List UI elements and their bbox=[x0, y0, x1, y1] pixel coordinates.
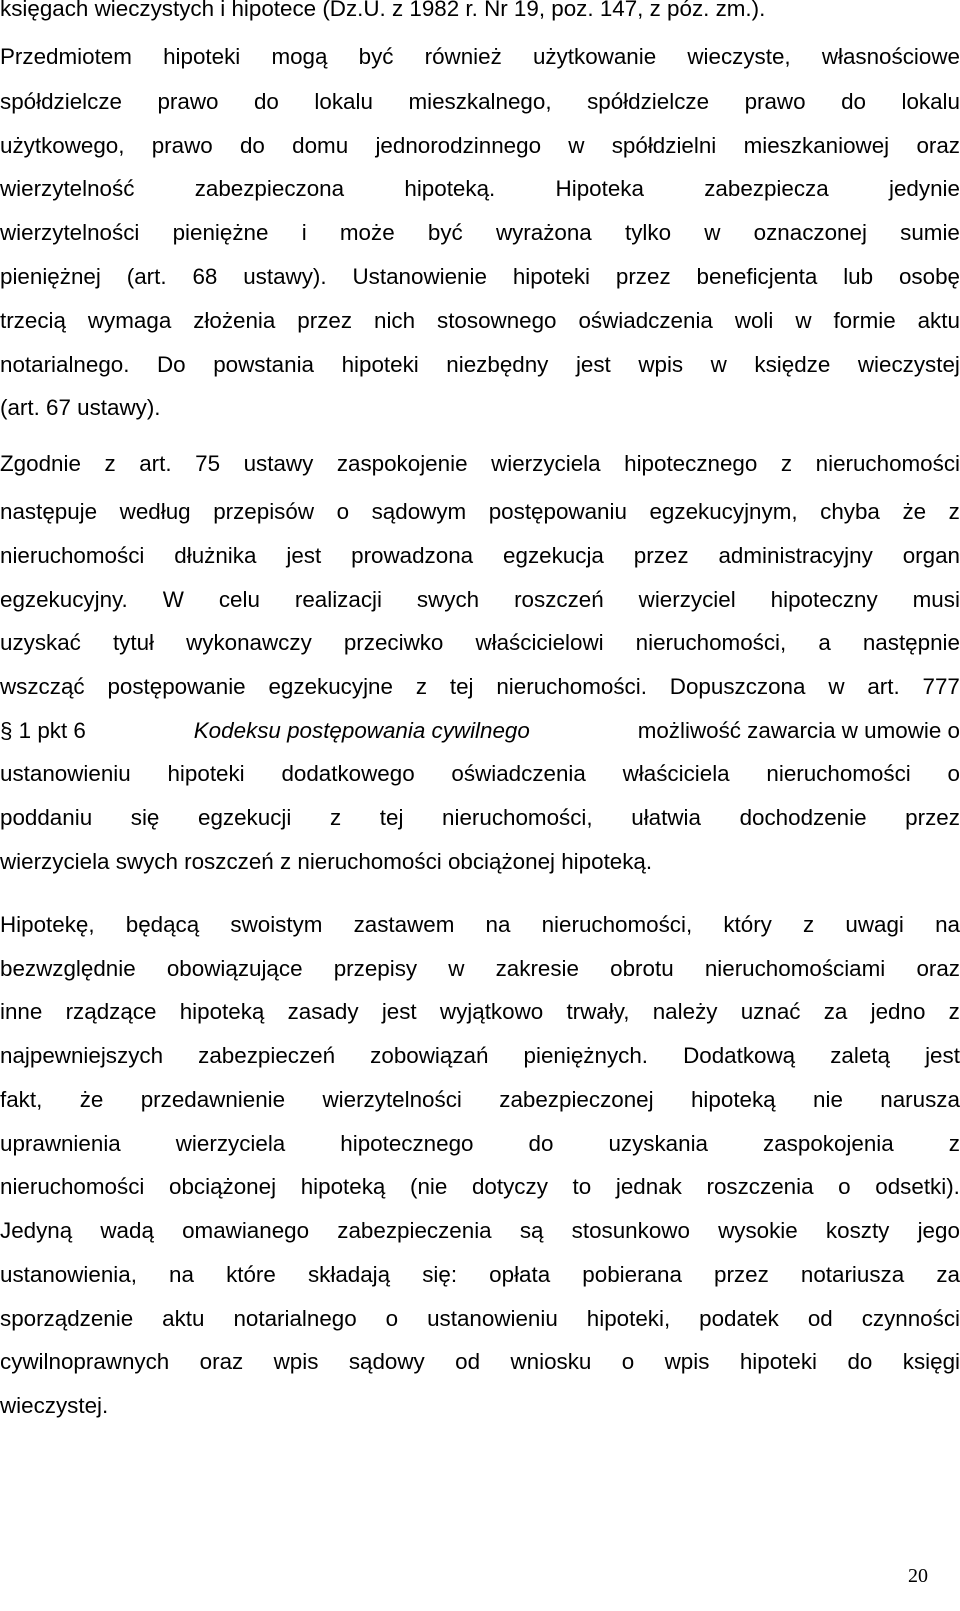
word: ustawy). bbox=[243, 264, 327, 289]
word: do bbox=[847, 1349, 873, 1374]
text-line bbox=[0, 665, 960, 709]
word: Dopuszczona bbox=[669, 674, 806, 699]
word: wierzyciel bbox=[638, 587, 736, 612]
word: woli bbox=[734, 308, 774, 333]
word: zasady bbox=[287, 999, 359, 1024]
word: zabezpieczonej bbox=[499, 1087, 654, 1112]
word: hipoteką bbox=[179, 999, 265, 1024]
word: dłużnika bbox=[174, 543, 257, 568]
word: w bbox=[795, 308, 812, 333]
word: wyrażona bbox=[495, 220, 592, 245]
text-line bbox=[0, 167, 960, 211]
word: z bbox=[780, 451, 793, 476]
word: z bbox=[329, 805, 342, 830]
word: przez bbox=[615, 264, 671, 289]
word: zabezpieczenia bbox=[337, 1218, 492, 1243]
word: nieruchomości bbox=[0, 543, 145, 568]
word: że bbox=[79, 1087, 104, 1112]
word: składają bbox=[307, 1262, 391, 1287]
word: prawo bbox=[157, 89, 219, 114]
word: może bbox=[339, 220, 395, 245]
word: być bbox=[358, 44, 394, 69]
word: jedno bbox=[870, 999, 926, 1024]
word: administracyjny bbox=[718, 543, 873, 568]
word: opłata bbox=[489, 1262, 551, 1287]
word: trwały, bbox=[566, 999, 630, 1024]
word: o bbox=[838, 1174, 851, 1199]
word: nieruchomości, bbox=[635, 630, 787, 655]
word: z bbox=[948, 999, 960, 1024]
word: Hipotekę, bbox=[0, 912, 95, 937]
text-line bbox=[0, 578, 960, 622]
word: Hipoteka bbox=[555, 176, 644, 201]
word: stosunkowo bbox=[571, 1218, 690, 1243]
word: przeciwko bbox=[343, 630, 444, 655]
word: realizacji bbox=[294, 587, 382, 612]
word: nieruchomości, bbox=[541, 912, 693, 937]
word: do bbox=[528, 1131, 554, 1156]
word: zakresie bbox=[495, 956, 579, 981]
text-line bbox=[0, 124, 960, 168]
word: się: bbox=[422, 1262, 458, 1287]
word: postępowaniu bbox=[488, 499, 627, 524]
word: tej bbox=[379, 805, 404, 830]
word: prawo bbox=[151, 133, 213, 158]
word: spółdzielcze bbox=[0, 89, 122, 114]
word: hipoteką bbox=[690, 1087, 776, 1112]
text-line bbox=[0, 1297, 960, 1341]
word: nie bbox=[813, 1087, 843, 1112]
word: Przedmiotem bbox=[0, 44, 132, 69]
word: mieszkalnego, bbox=[408, 89, 552, 114]
word: wierzyciela bbox=[175, 1131, 286, 1156]
text-line: księgach wieczystych i hipotece (Dz.U. z 1982 r. Nr 19, poz. 147, z póz. zm.). bbox=[0, 0, 766, 21]
text-line bbox=[0, 1209, 960, 1253]
word: Dodatkową bbox=[683, 1043, 796, 1068]
word: fakt, bbox=[0, 1087, 43, 1112]
word: rządzące bbox=[65, 999, 157, 1024]
word: wieczyste, bbox=[687, 44, 791, 69]
word: następuje bbox=[0, 499, 98, 524]
word: celu bbox=[218, 587, 260, 612]
word: się bbox=[130, 805, 160, 830]
word: użytkowego, bbox=[0, 133, 125, 158]
word: wpis bbox=[664, 1349, 710, 1374]
word: Ustanowienie bbox=[352, 264, 487, 289]
word: zaspokojenia bbox=[763, 1131, 894, 1156]
word: hipoteki bbox=[512, 264, 590, 289]
word: wysokie bbox=[718, 1218, 798, 1243]
word: ustanowienia, bbox=[0, 1262, 137, 1287]
word: formie bbox=[833, 308, 896, 333]
word: jednorodzinnego bbox=[375, 133, 542, 158]
text-line bbox=[0, 35, 960, 79]
word: narusza bbox=[880, 1087, 960, 1112]
word: jednak bbox=[615, 1174, 682, 1199]
word: tytuł bbox=[112, 630, 155, 655]
text-run: możliwość zawarcia w umowie o bbox=[637, 718, 960, 743]
word: prowadzona bbox=[351, 543, 474, 568]
word: z bbox=[948, 1131, 960, 1156]
word: nieruchomości. bbox=[496, 674, 647, 699]
word: że bbox=[902, 499, 927, 524]
text-line bbox=[0, 211, 960, 255]
word: do bbox=[253, 89, 279, 114]
word: jest bbox=[286, 543, 322, 568]
word: notariusza bbox=[800, 1262, 905, 1287]
word: odsetki). bbox=[875, 1174, 960, 1199]
word: bezwzględnie bbox=[0, 956, 136, 981]
word: mogą bbox=[271, 44, 328, 69]
word: stosownego bbox=[437, 308, 557, 333]
word: aktu bbox=[162, 1306, 205, 1331]
word: spółdzielcze bbox=[587, 89, 710, 114]
word: również bbox=[424, 44, 502, 69]
word: koszty bbox=[825, 1218, 890, 1243]
text-line bbox=[0, 1122, 960, 1166]
word: czynności bbox=[861, 1306, 960, 1331]
word: nich bbox=[374, 308, 416, 333]
word: wierzytelności bbox=[322, 1087, 462, 1112]
word: 68 bbox=[192, 264, 218, 289]
word: beneficjenta bbox=[696, 264, 818, 289]
page-number: 20 bbox=[908, 1565, 928, 1587]
word: wierzytelność bbox=[0, 176, 135, 201]
word: od bbox=[455, 1349, 481, 1374]
word: hipoteki, bbox=[586, 1306, 671, 1331]
text-line bbox=[0, 796, 960, 840]
word: nieruchomości, bbox=[442, 805, 593, 830]
word: które bbox=[226, 1262, 276, 1287]
text-line bbox=[0, 80, 960, 124]
word: hipotecznego bbox=[624, 451, 758, 476]
word: hipoteki bbox=[341, 352, 419, 377]
word: oświadczenia bbox=[578, 308, 713, 333]
word: na bbox=[935, 912, 960, 937]
text-line bbox=[0, 299, 960, 343]
word: pobierana bbox=[582, 1262, 682, 1287]
word: będącą bbox=[125, 912, 200, 937]
word: to bbox=[572, 1174, 592, 1199]
word: dochodzenie bbox=[739, 805, 867, 830]
word: zabezpieczona bbox=[194, 176, 345, 201]
word: roszczeń bbox=[514, 587, 604, 612]
word: dodatkowego bbox=[281, 761, 415, 786]
text-line bbox=[0, 490, 960, 534]
word: nieruchomościami bbox=[704, 956, 886, 981]
word: własnościowe bbox=[821, 44, 960, 69]
word: zabezpieczeń bbox=[198, 1043, 336, 1068]
word: pieniężnych. bbox=[523, 1043, 649, 1068]
text-line bbox=[0, 621, 960, 665]
word: hipoteką bbox=[300, 1174, 386, 1199]
word: o bbox=[336, 499, 350, 524]
word: hipotecznego bbox=[340, 1131, 474, 1156]
word: sporządzenie bbox=[0, 1306, 134, 1331]
word: swych bbox=[416, 587, 480, 612]
word: egzekucyjne bbox=[268, 674, 393, 699]
word: za bbox=[823, 999, 848, 1024]
word: poddaniu bbox=[0, 805, 93, 830]
word: wpis bbox=[638, 352, 684, 377]
word: jest bbox=[381, 999, 417, 1024]
word: z bbox=[104, 451, 116, 476]
word: omawianego bbox=[182, 1218, 310, 1243]
word: w bbox=[568, 133, 585, 158]
word: uzyskać bbox=[0, 630, 81, 655]
text-line bbox=[0, 752, 960, 796]
word: oraz bbox=[199, 1349, 244, 1374]
word: w bbox=[704, 220, 721, 245]
word: uzyskania bbox=[608, 1131, 709, 1156]
text-line bbox=[0, 343, 960, 387]
word: uznać bbox=[740, 999, 801, 1024]
text-line bbox=[0, 1078, 960, 1122]
word: z bbox=[415, 674, 428, 699]
word: cywilnoprawnych bbox=[0, 1349, 170, 1374]
word: Jedyną bbox=[0, 1218, 73, 1243]
text-line bbox=[0, 1340, 960, 1384]
word: osobę bbox=[898, 264, 960, 289]
word: wierzyciela bbox=[491, 451, 601, 476]
word: z bbox=[803, 912, 815, 937]
text-line bbox=[0, 947, 960, 991]
word: są bbox=[519, 1218, 544, 1243]
word: 75 bbox=[195, 451, 221, 476]
word: najpewniejszych bbox=[0, 1043, 164, 1068]
word: o bbox=[621, 1349, 635, 1374]
word: postępowanie bbox=[107, 674, 246, 699]
word: mieszkaniowej bbox=[743, 133, 890, 158]
word: wszcząć bbox=[0, 674, 85, 699]
word: domu bbox=[292, 133, 349, 158]
word: hipoteki bbox=[739, 1349, 818, 1374]
word: księdze bbox=[754, 352, 831, 377]
word: Do bbox=[157, 352, 186, 377]
text-line bbox=[0, 534, 960, 578]
word: nieruchomości bbox=[815, 451, 960, 476]
word: swoistym bbox=[230, 912, 323, 937]
word: obrotu bbox=[610, 956, 674, 981]
word: przepisów bbox=[213, 499, 315, 524]
text-line bbox=[0, 442, 960, 486]
word: według bbox=[119, 499, 191, 524]
word: należy bbox=[652, 999, 718, 1024]
word: wniosku bbox=[510, 1349, 592, 1374]
word: notarialnego. bbox=[0, 352, 130, 377]
word: pieniężnej bbox=[0, 264, 101, 289]
word: lub bbox=[843, 264, 874, 289]
word: notarialnego bbox=[233, 1306, 357, 1331]
word: prawo bbox=[744, 89, 806, 114]
word: w bbox=[448, 956, 465, 981]
word: egzekucja bbox=[503, 543, 604, 568]
word: egzekucyjny. bbox=[0, 587, 128, 612]
word: hipoteki bbox=[167, 761, 245, 786]
word: niezbędny bbox=[446, 352, 549, 377]
word: wyjątkowo bbox=[439, 999, 544, 1024]
word: jest bbox=[575, 352, 611, 377]
word: nieruchomości bbox=[0, 1174, 145, 1199]
text-line: wierzyciela swych roszczeń z nieruchomości obciążonej hipoteką. bbox=[0, 849, 653, 874]
word: pieniężne bbox=[172, 220, 269, 245]
word: wadą bbox=[100, 1218, 154, 1243]
word: nieruchomości bbox=[766, 761, 911, 786]
word: oświadczenia bbox=[451, 761, 586, 786]
word: inne bbox=[0, 999, 43, 1024]
word: na bbox=[169, 1262, 194, 1287]
text-line bbox=[0, 1253, 960, 1297]
word: i bbox=[301, 220, 307, 245]
word: jest bbox=[925, 1043, 960, 1068]
word: a bbox=[818, 630, 831, 655]
word: jedynie bbox=[889, 176, 960, 201]
word: w bbox=[710, 352, 727, 377]
word: dotyczy bbox=[471, 1174, 548, 1199]
word: o bbox=[385, 1306, 399, 1331]
word: wieczystej bbox=[857, 352, 960, 377]
word: tej bbox=[449, 674, 474, 699]
word: użytkowanie bbox=[532, 44, 657, 69]
word: sądowym bbox=[371, 499, 467, 524]
word: hipoteką. bbox=[404, 176, 496, 201]
word: uprawnienia bbox=[0, 1131, 121, 1156]
text-line bbox=[0, 1165, 960, 1209]
word: powstania bbox=[213, 352, 315, 377]
word: ustawy bbox=[243, 451, 314, 476]
word: art. bbox=[139, 451, 172, 476]
word: roszczenia bbox=[706, 1174, 814, 1199]
word: aktu bbox=[917, 308, 960, 333]
word: trzecią bbox=[0, 308, 66, 333]
word: do bbox=[841, 89, 866, 114]
word: oraz bbox=[916, 133, 960, 158]
word: sądowy bbox=[348, 1349, 425, 1374]
word: spółdzielni bbox=[611, 133, 717, 158]
word: zaspokojenie bbox=[336, 451, 468, 476]
word: o bbox=[947, 761, 960, 786]
word: przepisy bbox=[333, 956, 418, 981]
word: ustanowieniu bbox=[0, 761, 131, 786]
word: w bbox=[828, 674, 845, 699]
text-line: (art. 67 ustawy). bbox=[0, 395, 161, 420]
word: (nie bbox=[410, 1174, 448, 1199]
text-line: wieczystej. bbox=[0, 1393, 109, 1418]
word: właściciela bbox=[622, 761, 730, 786]
word: zobowiązań bbox=[370, 1043, 489, 1068]
word: sumie bbox=[900, 220, 960, 245]
word: organ bbox=[902, 543, 960, 568]
word: (art. bbox=[126, 264, 167, 289]
word: Zgodnie bbox=[0, 451, 81, 476]
word: W bbox=[162, 587, 184, 612]
word: od bbox=[807, 1306, 833, 1331]
word: obciążonej bbox=[169, 1174, 277, 1199]
word: art. bbox=[867, 674, 900, 699]
word: uwagi bbox=[845, 912, 904, 937]
word: z bbox=[948, 499, 960, 524]
word: wierzytelności bbox=[0, 220, 140, 245]
word: wykonawczy bbox=[186, 630, 312, 655]
word: podatek bbox=[699, 1306, 779, 1331]
word: oraz bbox=[916, 956, 960, 981]
word: tylko bbox=[624, 220, 672, 245]
word: wymaga bbox=[87, 308, 172, 333]
word: lokalu bbox=[314, 89, 373, 114]
word: przedawnienie bbox=[140, 1087, 286, 1112]
word: hipoteki bbox=[163, 44, 241, 69]
word: na bbox=[485, 912, 511, 937]
word: zabezpiecza bbox=[704, 176, 829, 201]
word: oznaczonej bbox=[753, 220, 867, 245]
word: następnie bbox=[862, 630, 960, 655]
word: przez bbox=[633, 543, 689, 568]
word: egzekucji bbox=[198, 805, 292, 830]
text-line bbox=[0, 1034, 960, 1078]
word: przez bbox=[297, 308, 353, 333]
word: przez bbox=[905, 805, 960, 830]
word: zastawem bbox=[353, 912, 455, 937]
text-line bbox=[0, 903, 960, 947]
word: złożenia bbox=[193, 308, 276, 333]
word: jego bbox=[917, 1218, 960, 1243]
word: za bbox=[936, 1262, 960, 1287]
word: egzekucyjnym, bbox=[649, 499, 798, 524]
word: ułatwia bbox=[631, 805, 701, 830]
text-line bbox=[0, 990, 960, 1034]
italic-title: Kodeksu postępowania cywilnego bbox=[193, 718, 530, 743]
word: który bbox=[723, 912, 772, 937]
word: lokalu bbox=[901, 89, 960, 114]
text-run: § 1 pkt 6 bbox=[0, 718, 86, 743]
word: obowiązujące bbox=[166, 956, 303, 981]
word: do bbox=[239, 133, 265, 158]
word: być bbox=[427, 220, 463, 245]
word: przez bbox=[714, 1262, 769, 1287]
word: właścicielowi bbox=[475, 630, 604, 655]
text-line bbox=[0, 709, 960, 753]
word: księgi bbox=[902, 1349, 960, 1374]
word: ustanowieniu bbox=[427, 1306, 558, 1331]
word: wpis bbox=[273, 1349, 319, 1374]
word: musi bbox=[912, 587, 960, 612]
word: 777 bbox=[922, 674, 960, 699]
word: hipoteczny bbox=[770, 587, 878, 612]
word: zaletą bbox=[830, 1043, 890, 1068]
text-line bbox=[0, 255, 960, 299]
word: chyba bbox=[820, 499, 880, 524]
